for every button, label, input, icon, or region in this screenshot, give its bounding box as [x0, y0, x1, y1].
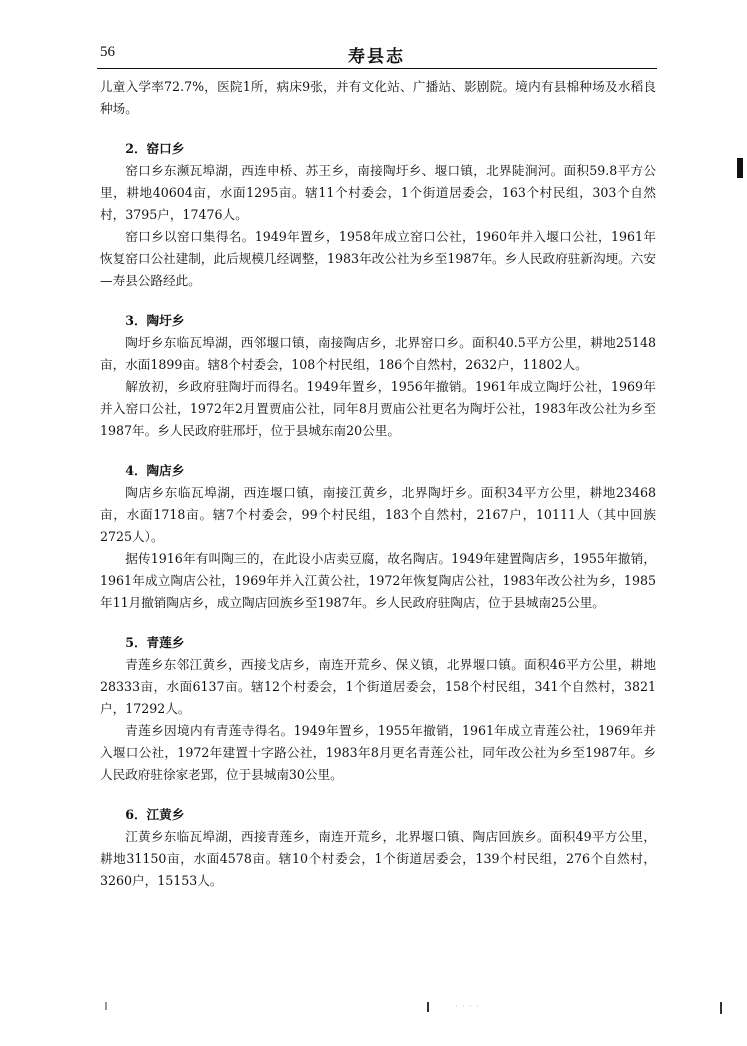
- intro-paragraph: 儿童入学率72.7%，医院1所，病床9张，并有文化站、广播站、影剧院。境内有县棉种场及水稻良种场。: [100, 79, 656, 116]
- page-edge-mark: [737, 158, 743, 178]
- scan-artifact: [105, 1002, 107, 1010]
- scan-artifact: · · · ·: [455, 1002, 480, 1011]
- section-paragraph: 陶店乡东临瓦埠湖，西连堰口镇，南接江黄乡，北界陶圩乡。面积34平方公里，耕地23468亩，水面1718亩。辖7个村委会，99个村民组，183个自然村，2167户，10111人（其中回族2725人）。: [100, 485, 656, 544]
- section-heading-taodian: 4．陶店乡: [125, 463, 185, 478]
- scan-artifact: [720, 1002, 722, 1014]
- page-number: 56: [100, 44, 115, 60]
- body-text: [100, 76, 656, 892]
- section-paragraph: 江黄乡东临瓦埠湖，西接青莲乡，南连开荒乡，北界堰口镇、陶店回族乡。面积49平方公里，耕地31150亩，水面4578亩。辖10个村委会，1个街道居委会，139个村民组，276个自然村，3260户，15153人。: [100, 829, 656, 888]
- section-paragraph: 青莲乡因境内有青莲寺得名。1949年置乡，1955年撤销，1961年成立青莲公社，1969年并入堰口公社，1972年建置十字路公社，1983年8月更名青莲公社，同年改公社为乡至1987年。乡人民政府驻徐家老郢，位于县城南30公里。: [100, 723, 656, 782]
- section-paragraph: 解放初，乡政府驻陶圩而得名。1949年置乡，1956年撤销。1961年成立陶圩公社，1969年并入窑口公社，1972年2月置贾庙公社，同年8月贾庙公社更名为陶圩公社，1983年改公社为乡至1987年。乡人民政府驻邢圩，位于县城东南20公里。: [100, 379, 656, 438]
- section-heading-jianghuang: 6．江黄乡: [125, 807, 185, 822]
- section-heading-qinglian: 5．青莲乡: [125, 635, 185, 650]
- header-rule: [97, 68, 657, 69]
- section-paragraph: 陶圩乡东临瓦埠湖，西邻堰口镇，南接陶店乡，北界窑口乡。面积40.5平方公里，耕地25148亩，水面1899亩。辖8个村委会，108个村民组，186个自然村，2632户，11802人。: [100, 335, 656, 372]
- running-title: 寿县志: [348, 47, 405, 67]
- section-heading-taowei: 3．陶圩乡: [125, 313, 185, 328]
- section-paragraph: 青莲乡东邻江黄乡，西接戈店乡，南连开荒乡、保义镇，北界堰口镇。面积46平方公里，耕地28333亩，水面6137亩。辖12个村委会，1个街道居委会，158个村民组，341个自然村，3821户，17292人。: [100, 657, 656, 716]
- section-paragraph: 窑口乡以窑口集得名。1949年置乡，1958年成立窑口公社，1960年并入堰口公社，1961年恢复窑口公社建制，此后规模几经调整，1983年改公社为乡至1987年。乡人民政府驻新沟埂。六安—寿县公路经此。: [100, 229, 656, 288]
- scan-artifact: [427, 1002, 429, 1012]
- section-paragraph: 窑口乡东濒瓦埠湖，西连申桥、苏王乡，南接陶圩乡、堰口镇，北界陡涧河。面积59.8平方公里，耕地40604亩，水面1295亩。辖11个村委会，1个街道居委会，163个村民组，303个自然村，3795户，17476人。: [100, 163, 656, 222]
- section-heading-yaokou: 2．窑口乡: [125, 141, 185, 156]
- section-paragraph: 据传1916年有叫陶三的，在此设小店卖豆腐，故名陶店。1949年建置陶店乡，1955年撤销，1961年成立陶店公社，1969年并入江黄公社，1972年恢复陶店公社，1983年改公社为乡，1985年11月撤销陶店乡，成立陶店回族乡至1987年。乡人民政府驻陶店，位于县城南25公里。: [100, 551, 656, 610]
